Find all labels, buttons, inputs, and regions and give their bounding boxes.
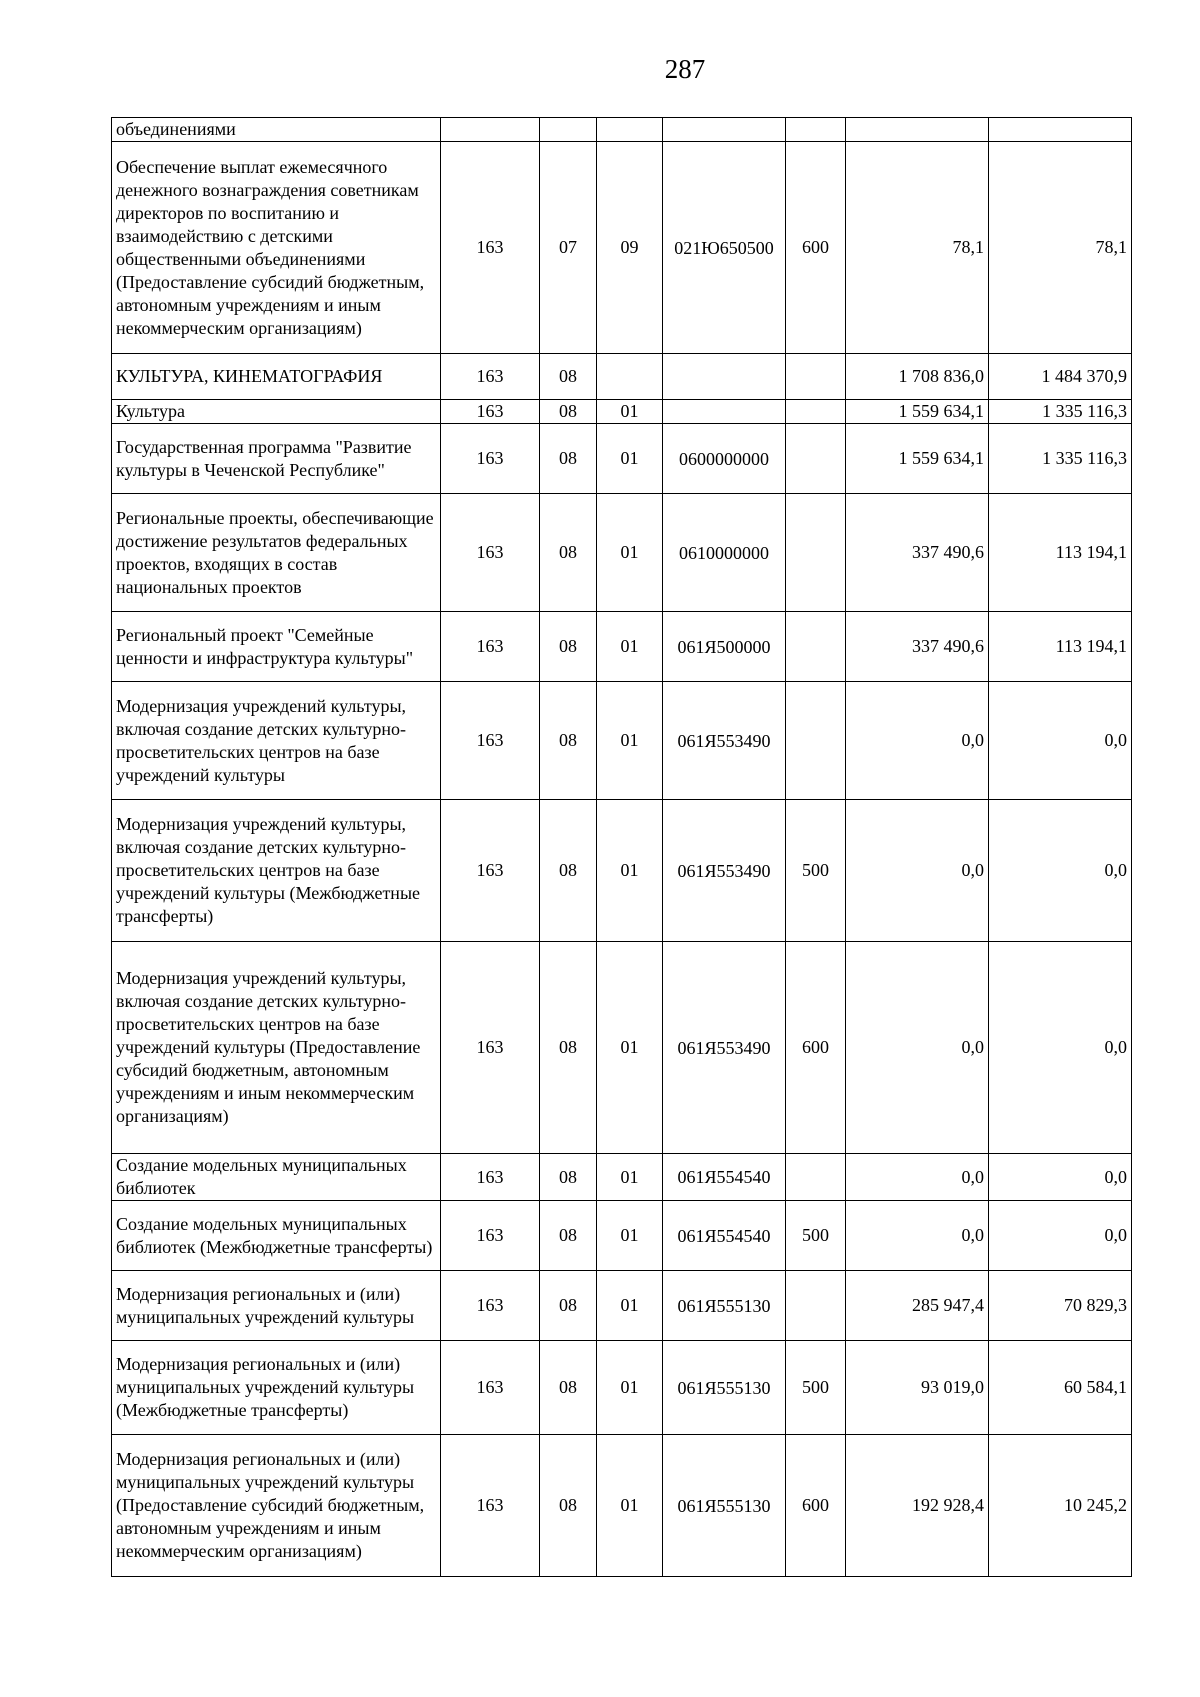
- row-target-code: [663, 400, 786, 424]
- row-expense-type: [786, 1154, 846, 1201]
- row-amount-1: 0,0: [846, 1154, 989, 1201]
- row-name: Создание модельных муниципальных библиотек (Межбюджетные трансферты): [112, 1201, 441, 1271]
- row-target-code: 061Я555130: [663, 1271, 786, 1341]
- row-section-code: 08: [540, 612, 597, 682]
- row-expense-type: 500: [786, 1341, 846, 1435]
- row-section-code: 08: [540, 1271, 597, 1341]
- row-amount-2: 0,0: [989, 1201, 1132, 1271]
- row-name: Модернизация учреждений культуры, включая создание детских культурно-просветительских центров на базе учреждений культуры (Межбюджетные трансферты): [112, 800, 441, 942]
- row-expense-type: 600: [786, 142, 846, 354]
- row-subsection-code: 01: [597, 1154, 663, 1201]
- row-admin-code: 163: [441, 682, 540, 800]
- row-amount-1: 78,1: [846, 142, 989, 354]
- row-section-code: 08: [540, 424, 597, 494]
- row-subsection-code: 01: [597, 400, 663, 424]
- row-amount-2: 1 484 370,9: [989, 354, 1132, 400]
- row-admin-code: 163: [441, 354, 540, 400]
- row-amount-2: 0,0: [989, 800, 1132, 942]
- row-section-code: 07: [540, 142, 597, 354]
- row-target-code: 0610000000: [663, 494, 786, 612]
- row-expense-type: 600: [786, 942, 846, 1154]
- row-subsection-code: 01: [597, 494, 663, 612]
- row-target-code: 061Я555130: [663, 1435, 786, 1577]
- row-expense-type: [786, 1271, 846, 1341]
- row-name: Региональный проект "Семейные ценности и инфраструктура культуры": [112, 612, 441, 682]
- row-expense-type: [786, 682, 846, 800]
- row-expense-type: [786, 118, 846, 142]
- row-section-code: 08: [540, 942, 597, 1154]
- row-name: Модернизация региональных и (или) муниципальных учреждений культуры: [112, 1271, 441, 1341]
- page-number: 287: [664, 54, 706, 84]
- row-name: Модернизация региональных и (или) муниципальных учреждений культуры (Предоставление субсидий бюджетным, автономным учреждениям и иным некоммерческим организациям): [112, 1435, 441, 1577]
- row-target-code: 021Ю650500: [663, 142, 786, 354]
- row-subsection-code: [597, 354, 663, 400]
- row-target-code: 061Я500000: [663, 612, 786, 682]
- row-admin-code: 163: [441, 612, 540, 682]
- row-admin-code: 163: [441, 800, 540, 942]
- row-section-code: 08: [540, 1341, 597, 1435]
- row-amount-2: 113 194,1: [989, 494, 1132, 612]
- row-name: Модернизация учреждений культуры, включая создание детских культурно-просветительских центров на базе учреждений культуры (Предоставление субсидий бюджетным, автономным учреждениям и иным некоммерческим организациям): [112, 942, 441, 1154]
- table-body: [112, 118, 1132, 1577]
- row-amount-2: 0,0: [989, 942, 1132, 1154]
- row-admin-code: [441, 118, 540, 142]
- table-row: [112, 118, 1132, 142]
- row-section-code: 08: [540, 1435, 597, 1577]
- row-amount-1: 0,0: [846, 1201, 989, 1271]
- row-subsection-code: 01: [597, 1341, 663, 1435]
- row-amount-1: 1 559 634,1: [846, 400, 989, 424]
- table-row: [112, 1271, 1132, 1341]
- row-amount-2: 0,0: [989, 1154, 1132, 1201]
- row-name: Государственная программа "Развитие культуры в Чеченской Республике": [112, 424, 441, 494]
- table-row: [112, 1341, 1132, 1435]
- table-row: [112, 1435, 1132, 1577]
- table-row: [112, 142, 1132, 354]
- row-amount-1: [846, 118, 989, 142]
- row-admin-code: 163: [441, 1154, 540, 1201]
- row-section-code: 08: [540, 1154, 597, 1201]
- row-admin-code: 163: [441, 1341, 540, 1435]
- table-row: [112, 800, 1132, 942]
- row-amount-1: 337 490,6: [846, 612, 989, 682]
- row-amount-2: 0,0: [989, 682, 1132, 800]
- row-amount-2: [989, 118, 1132, 142]
- row-target-code: 061Я555130: [663, 1341, 786, 1435]
- row-target-code: 061Я553490: [663, 942, 786, 1154]
- row-section-code: 08: [540, 1201, 597, 1271]
- row-amount-1: 0,0: [846, 682, 989, 800]
- row-target-code: [663, 118, 786, 142]
- table-row: [112, 612, 1132, 682]
- row-subsection-code: 01: [597, 1435, 663, 1577]
- row-expense-type: 600: [786, 1435, 846, 1577]
- row-amount-1: 337 490,6: [846, 494, 989, 612]
- row-section-code: [540, 118, 597, 142]
- row-admin-code: 163: [441, 424, 540, 494]
- table-row: [112, 354, 1132, 400]
- row-admin-code: 163: [441, 1201, 540, 1271]
- row-admin-code: 163: [441, 1435, 540, 1577]
- row-name: Региональные проекты, обеспечивающие достижение результатов федеральных проектов, входящих в состав национальных проектов: [112, 494, 441, 612]
- row-subsection-code: 01: [597, 800, 663, 942]
- row-subsection-code: 01: [597, 682, 663, 800]
- row-amount-2: 1 335 116,3: [989, 424, 1132, 494]
- row-subsection-code: 01: [597, 612, 663, 682]
- row-name: объединениями: [112, 118, 441, 142]
- row-target-code: 061Я553490: [663, 682, 786, 800]
- row-subsection-code: 01: [597, 424, 663, 494]
- row-amount-1: 192 928,4: [846, 1435, 989, 1577]
- row-subsection-code: 09: [597, 142, 663, 354]
- row-subsection-code: 01: [597, 1271, 663, 1341]
- table-row: [112, 682, 1132, 800]
- row-admin-code: 163: [441, 942, 540, 1154]
- row-section-code: 08: [540, 494, 597, 612]
- row-amount-1: 0,0: [846, 800, 989, 942]
- row-name: КУЛЬТУРА, КИНЕМАТОГРАФИЯ: [112, 354, 441, 400]
- row-expense-type: [786, 494, 846, 612]
- row-admin-code: 163: [441, 400, 540, 424]
- row-amount-2: 113 194,1: [989, 612, 1132, 682]
- row-subsection-code: 01: [597, 1201, 663, 1271]
- row-section-code: 08: [540, 682, 597, 800]
- row-expense-type: [786, 400, 846, 424]
- row-admin-code: 163: [441, 494, 540, 612]
- row-section-code: 08: [540, 400, 597, 424]
- row-amount-2: 10 245,2: [989, 1435, 1132, 1577]
- row-target-code: 0600000000: [663, 424, 786, 494]
- row-amount-2: 78,1: [989, 142, 1132, 354]
- row-target-code: 061Я554540: [663, 1154, 786, 1201]
- row-target-code: 061Я554540: [663, 1201, 786, 1271]
- row-amount-1: 93 019,0: [846, 1341, 989, 1435]
- table-row: [112, 1201, 1132, 1271]
- row-name: Обеспечение выплат ежемесячного денежного вознаграждения советникам директоров по воспитанию и взаимодействию с детскими общественными объединениями (Предоставление субсидий бюджетным, автономным учреждениям и иным некоммерческим организациям): [112, 142, 441, 354]
- row-subsection-code: [597, 118, 663, 142]
- row-target-code: 061Я553490: [663, 800, 786, 942]
- row-expense-type: [786, 424, 846, 494]
- row-amount-2: 70 829,3: [989, 1271, 1132, 1341]
- row-name: Модернизация региональных и (или) муниципальных учреждений культуры (Межбюджетные трансферты): [112, 1341, 441, 1435]
- table-row: [112, 400, 1132, 424]
- row-expense-type: [786, 354, 846, 400]
- row-name: Модернизация учреждений культуры, включая создание детских культурно-просветительских центров на базе учреждений культуры: [112, 682, 441, 800]
- row-amount-1: 1 708 836,0: [846, 354, 989, 400]
- row-amount-1: 285 947,4: [846, 1271, 989, 1341]
- row-admin-code: 163: [441, 142, 540, 354]
- budget-table: [111, 117, 1132, 1577]
- table-row: [112, 942, 1132, 1154]
- table-row: [112, 1154, 1132, 1201]
- row-target-code: [663, 354, 786, 400]
- row-section-code: 08: [540, 800, 597, 942]
- row-subsection-code: 01: [597, 942, 663, 1154]
- row-amount-1: 1 559 634,1: [846, 424, 989, 494]
- table-row: [112, 424, 1132, 494]
- row-expense-type: 500: [786, 1201, 846, 1271]
- row-expense-type: 500: [786, 800, 846, 942]
- row-amount-2: 60 584,1: [989, 1341, 1132, 1435]
- row-name: Культура: [112, 400, 441, 424]
- row-admin-code: 163: [441, 1271, 540, 1341]
- row-amount-2: 1 335 116,3: [989, 400, 1132, 424]
- table-row: [112, 494, 1132, 612]
- row-expense-type: [786, 612, 846, 682]
- row-amount-1: 0,0: [846, 942, 989, 1154]
- row-section-code: 08: [540, 354, 597, 400]
- row-name: Создание модельных муниципальных библиотек: [112, 1154, 441, 1201]
